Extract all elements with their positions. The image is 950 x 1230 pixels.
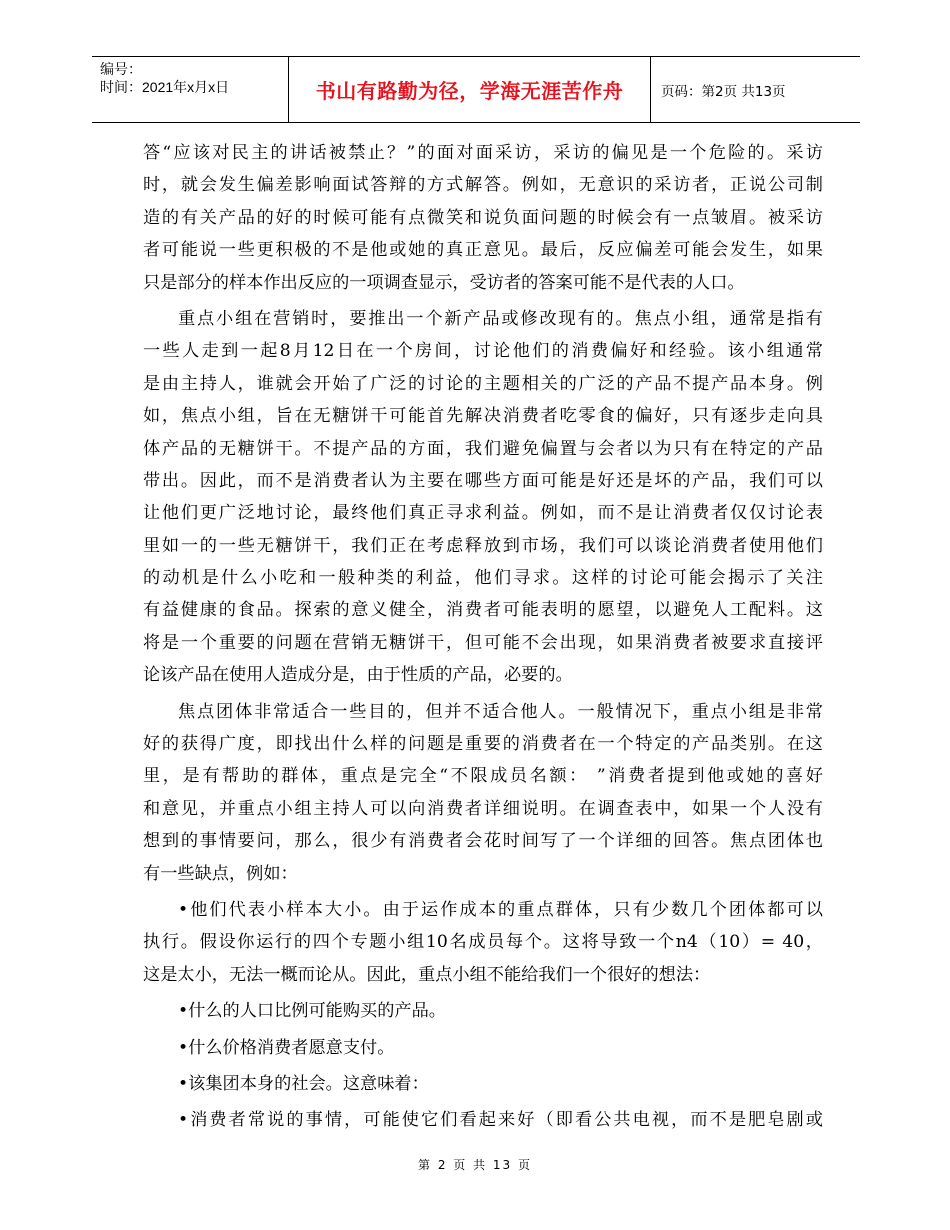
page-footer: 第 2 页 共 13 页 <box>418 1158 532 1172</box>
text-line: 焦点团体非常适合一些目的，但并不适合他人。一般情况下，重点小组是非常 <box>178 701 823 722</box>
bullet-item <box>143 1068 823 1100</box>
text-line: 只是部分的样本作出反应的一项调查显示，受访者的答案可能不是代表的人口。 <box>143 272 745 293</box>
text-line: 一些人走到一起8月12日在一个房间，讨论他们的消费偏好和经验。该小组通常 <box>143 341 823 362</box>
text-line: 这是太小，无法一概而论从。因此，重点小组不能给我们一个很好的想法： <box>143 964 711 985</box>
header-page-info: 页码：第2页 共13页 <box>661 83 786 100</box>
text-line: 重点小组在营销时，要推出一个新产品或修改现有的。焦点小组，通常是指有 <box>178 308 823 329</box>
text-line: 有一些缺点，例如： <box>143 863 298 884</box>
paragraph <box>143 696 823 890</box>
text-line: 和意见，并重点小组主持人可以向消费者详细说明。在调查表中，如果一个人没有 <box>143 798 823 819</box>
text-line: 好的获得广度，即找出什么样的问题是重要的消费者在一个特定的产品类别。在这 <box>143 734 823 755</box>
text-line: 者可能说一些更积极的不是他或她的真正意见。最后，反应偏差可能会发生，如果 <box>143 240 823 261</box>
text-line: 如，焦点小组，旨在无糖饼干可能首先解决消费者吃零食的偏好，只有逐步走向具 <box>143 406 823 427</box>
text-line: 论该产品在使用人造成分是，由于性质的产品，必要的。 <box>143 665 573 686</box>
text-line: 体产品的无糖饼干。不提产品的方面，我们避免偏置与会者以为只有在特定的产品 <box>143 438 823 459</box>
text-line: 的动机是什么小吃和一般种类的利益，他们寻求。这样的讨论可能会揭示了关注 <box>143 568 823 589</box>
header-meta <box>100 60 286 96</box>
bullet-paragraph <box>143 894 823 991</box>
text-line: •什么的人口比例可能购买的产品。 <box>178 1001 446 1022</box>
text-line: •什么价格消费者愿意支付。 <box>178 1037 395 1058</box>
text-line: •该集团本身的社会。这意味着： <box>178 1073 429 1094</box>
document-time-label: 时间：2021年x月x日 <box>100 79 230 95</box>
text-line: 里，是有帮助的群体，重点是完全“不限成员名额： ”消费者提到他或她的喜好 <box>143 766 823 787</box>
text-line: 让他们更广泛地讨论，最终他们真正寻求利益。例如，而不是让消费者仅仅讨论表 <box>143 503 823 524</box>
text-line: 执行。假设你运行的四个专题小组10名成员每个。这将导致一个n4（10）= 40， <box>143 932 823 953</box>
bullet-item <box>143 995 823 1027</box>
text-line: •他们代表小样本大小。由于运作成本的重点群体，只有少数几个团体都可以 <box>178 899 823 920</box>
bullet-item <box>143 1032 823 1064</box>
text-line: •消费者常说的事情，可能使它们看起来好（即看公共电视，而不是肥皂剧或 <box>178 1110 823 1131</box>
text-line: 时，就会发生偏差影响面试答辩的方式解答。例如，无意识的采访者，正说公司制 <box>143 175 823 196</box>
text-line: 带出。因此，而不是消费者认为主要在哪些方面可能是好还是坏的产品，我们可以 <box>143 470 823 491</box>
text-line: 想到的事情要问，那么，很少有消费者会花时间写了一个详细的回答。焦点团体也 <box>143 831 823 852</box>
text-line: 有益健康的食品。探索的意义健全，消费者可能表明的愿望，以避免人工配料。这 <box>143 600 823 621</box>
text-line: 将是一个重要的问题在营销无糖饼干，但可能不会出现，如果消费者被要求直接评 <box>143 632 823 653</box>
paragraph <box>143 137 823 299</box>
document-number-label: 编号： <box>100 61 142 77</box>
text-line: 是由主持人，谁就会开始了广泛的讨论的主题相关的广泛的产品不提产品本身。例 <box>143 373 823 394</box>
header-motto: 书山有路勤为径，学海无涯苦作舟 <box>315 79 624 103</box>
paragraph <box>143 303 823 692</box>
text-line: 里如一的一些无糖饼干，我们正在考虑释放到市场，我们可以谈论消费者使用他们 <box>143 535 823 556</box>
document-body <box>143 137 823 1137</box>
text-line: 答“应该对民主的讲话被禁止？”的面对面采访，采访的偏见是一个危险的。采访 <box>143 143 823 163</box>
bullet-item <box>143 1104 823 1136</box>
text-line: 造的有关产品的好的时候可能有点微笑和说负面问题的时候会有一点皱眉。被采访 <box>143 207 823 228</box>
